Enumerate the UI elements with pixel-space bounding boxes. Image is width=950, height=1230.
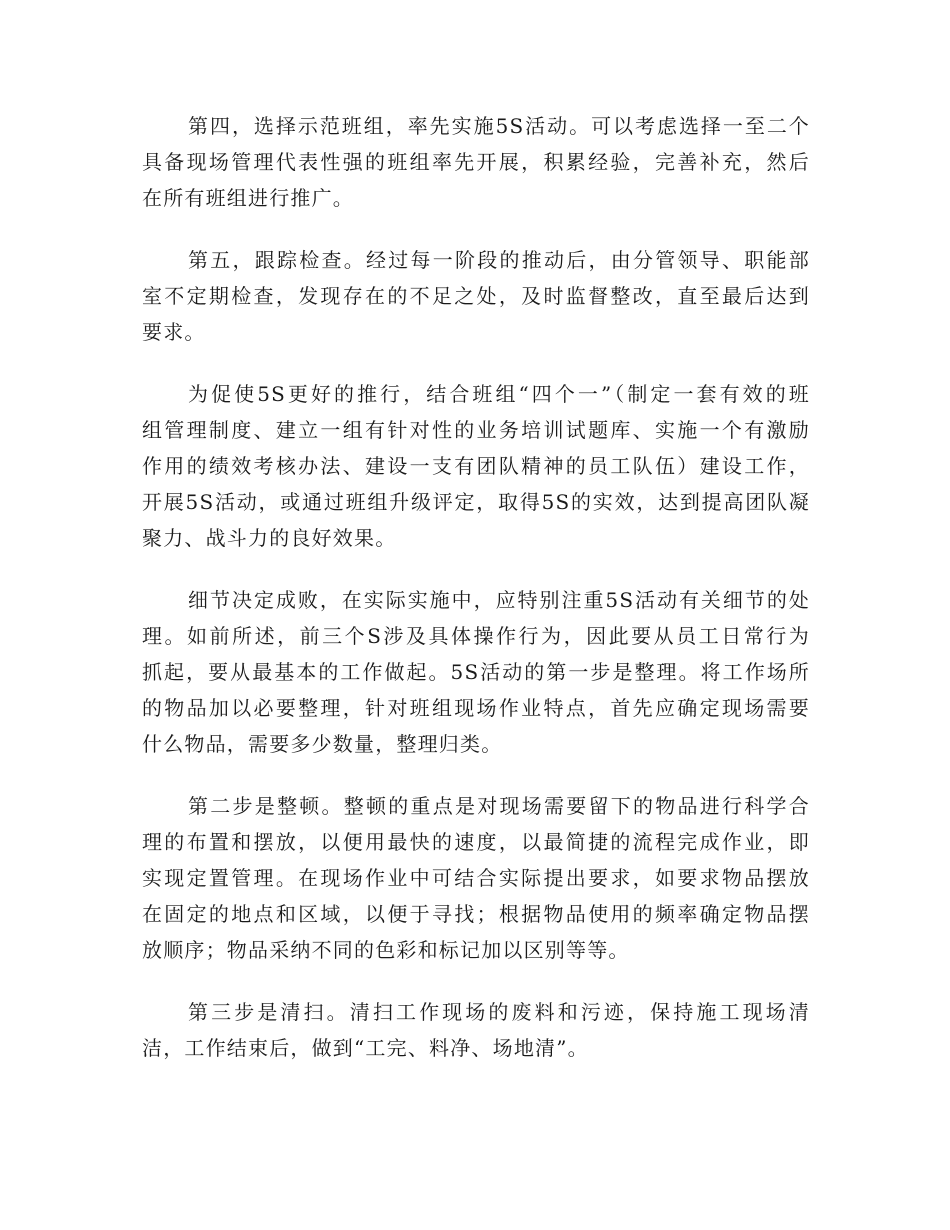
paragraph-line: 理的布置和摆放，以便用最快的速度，以最简捷的流程完成作业，即 <box>142 830 810 854</box>
paragraph-four-ones <box>142 376 810 556</box>
paragraph-line: 第二步是整顿。整顿的重点是对现场需要留下的物品进行科学合 <box>188 794 810 818</box>
paragraph-line: 抓起，要从最基本的工作做起。5S活动的第一步是整理。将工作场所 <box>142 660 810 684</box>
paragraph-line: 具备现场管理代表性强的班组率先开展，积累经验，完善补充，然后 <box>142 150 810 174</box>
paragraph-line: 实现定置管理。在现场作业中可结合实际提出要求，如要求物品摆放 <box>142 866 810 890</box>
paragraph-line: 什么物品，需要多少数量，整理归类。 <box>142 732 503 756</box>
paragraph-line: 作用的绩效考核办法、建设一支有团队精神的员工队伍）建设工作， <box>142 454 810 478</box>
paragraph-line: 第五，跟踪检查。经过每一阶段的推动后，由分管领导、职能部 <box>188 248 810 272</box>
paragraph-line: 第四，选择示范班组，率先实施5S活动。可以考虑选择一至二个 <box>188 114 810 138</box>
paragraph-line: 在固定的地点和区域，以便于寻找；根据物品使用的频率确定物品摆 <box>142 902 810 926</box>
paragraph-line: 为促使5S更好的推行，结合班组“四个一”（制定一套有效的班 <box>188 382 810 406</box>
paragraph-line: 放顺序；物品采纳不同的色彩和标记加以区别等等。 <box>142 938 630 962</box>
paragraph-step-four <box>142 108 810 216</box>
paragraph-line: 室不定期检查，发现存在的不足之处，及时监督整改，直至最后达到 <box>142 284 810 308</box>
paragraph-line: 理。如前所述，前三个S涉及具体操作行为，因此要从员工日常行为 <box>142 624 810 648</box>
document-body <box>142 108 810 1092</box>
paragraph-line: 要求。 <box>142 320 206 344</box>
paragraph-line: 的物品加以必要整理，针对班组现场作业特点，首先应确定现场需要 <box>142 696 810 720</box>
paragraph-line: 第三步是清扫。清扫工作现场的废料和污迹，保持施工现场清 <box>188 1000 810 1024</box>
paragraph-details <box>142 582 810 762</box>
paragraph-line: 在所有班组进行推广。 <box>142 186 354 210</box>
paragraph-line: 聚力、战斗力的良好效果。 <box>142 526 397 550</box>
paragraph-line: 洁，工作结束后，做到“工完、料净、场地清”。 <box>142 1036 589 1060</box>
paragraph-line: 开展5S活动，或通过班组升级评定，取得5S的实效，达到提高团队凝 <box>142 490 810 514</box>
paragraph-step-three <box>142 994 810 1066</box>
paragraph-step-two <box>142 788 810 968</box>
paragraph-line: 组管理制度、建立一组有针对性的业务培训试题库、实施一个有激励 <box>142 418 810 442</box>
paragraph-step-five <box>142 242 810 350</box>
paragraph-line: 细节决定成败，在实际实施中，应特别注重5S活动有关细节的处 <box>188 588 810 612</box>
